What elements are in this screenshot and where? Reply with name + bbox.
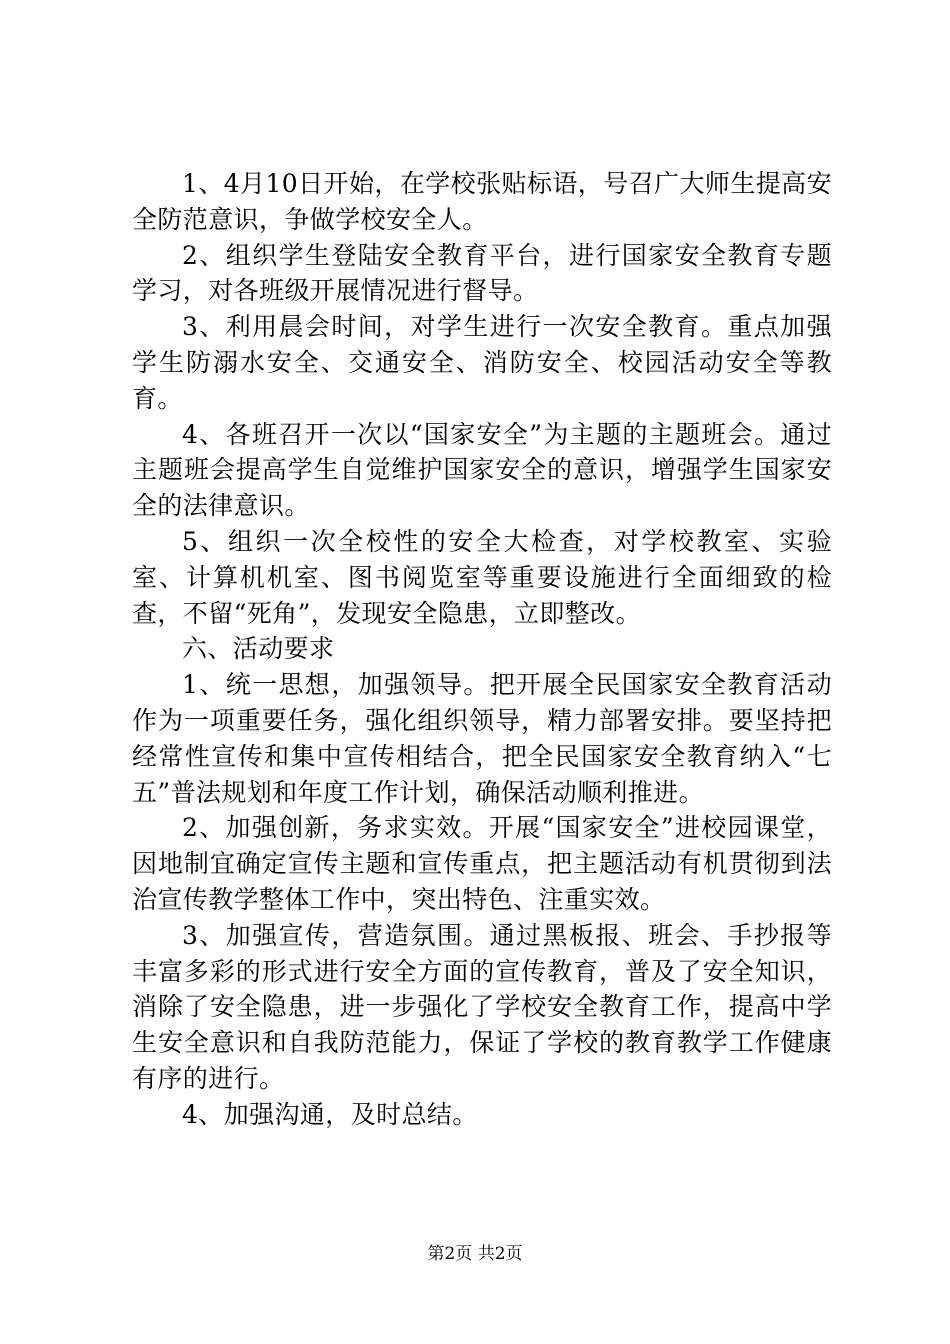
- requirement-2: 2、加强创新，务求实效。开展“国家安全”进校园课堂，因地制宜确定宣传主题和宣传重点，把主题活动有机贯彻到法治宣传教学整体工作中，突出特色、注重实效。: [132, 813, 832, 914]
- page-number: 第2页 共2页: [427, 1244, 523, 1264]
- paragraph-3: 3、利用晨会时间，对学生进行一次安全教育。重点加强学生防溺水安全、交通安全、消防安全、校园活动安全等教育。: [132, 312, 832, 413]
- paragraph-4: 4、各班召开一次以“国家安全”为主题的主题班会。通过主题班会提高学生自觉维护国家安全的意识，增强学生国家安全的法律意识。: [132, 419, 832, 521]
- section-heading: 六、活动要求: [182, 634, 335, 664]
- document-body: [132, 166, 832, 1133]
- requirement-4: 4、加强沟通，及时总结。: [182, 1099, 478, 1129]
- paragraph-5: 5、组织一次全校性的安全大检查，对学校教室、实验室、计算机机室、图书阅览室等重要设施进行全面细致的检查，不留“死角”，发现安全隐患，立即整改。: [132, 526, 832, 628]
- paragraph-1: 1、4月10日开始，在学校张贴标语，号召广大师生提高安全防范意识，争做学校安全人。: [132, 169, 832, 234]
- paragraph-2: 2、组织学生登陆安全教育平台，进行国家安全教育专题学习，对各班级开展情况进行督导。: [132, 240, 832, 306]
- requirement-1: 1、统一思想，加强领导。把开展全民国家安全教育活动作为一项重要任务，强化组织领导，精力部署安排。要坚持把经常性宣传和集中宣传相结合，把全民国家安全教育纳入“七五”普法规划和年度工作计划，确保活动顺利推进。: [132, 670, 832, 807]
- requirement-3: 3、加强宣传，营造氛围。通过黑板报、班会、手抄报等丰富多彩的形式进行安全方面的宣传教育，普及了安全知识，消除了安全隐患，进一步强化了学校安全教育工作，提高中学生安全意识和自我防范能力，保证了学校的教育教学工作健康有序的进行。: [132, 920, 832, 1093]
